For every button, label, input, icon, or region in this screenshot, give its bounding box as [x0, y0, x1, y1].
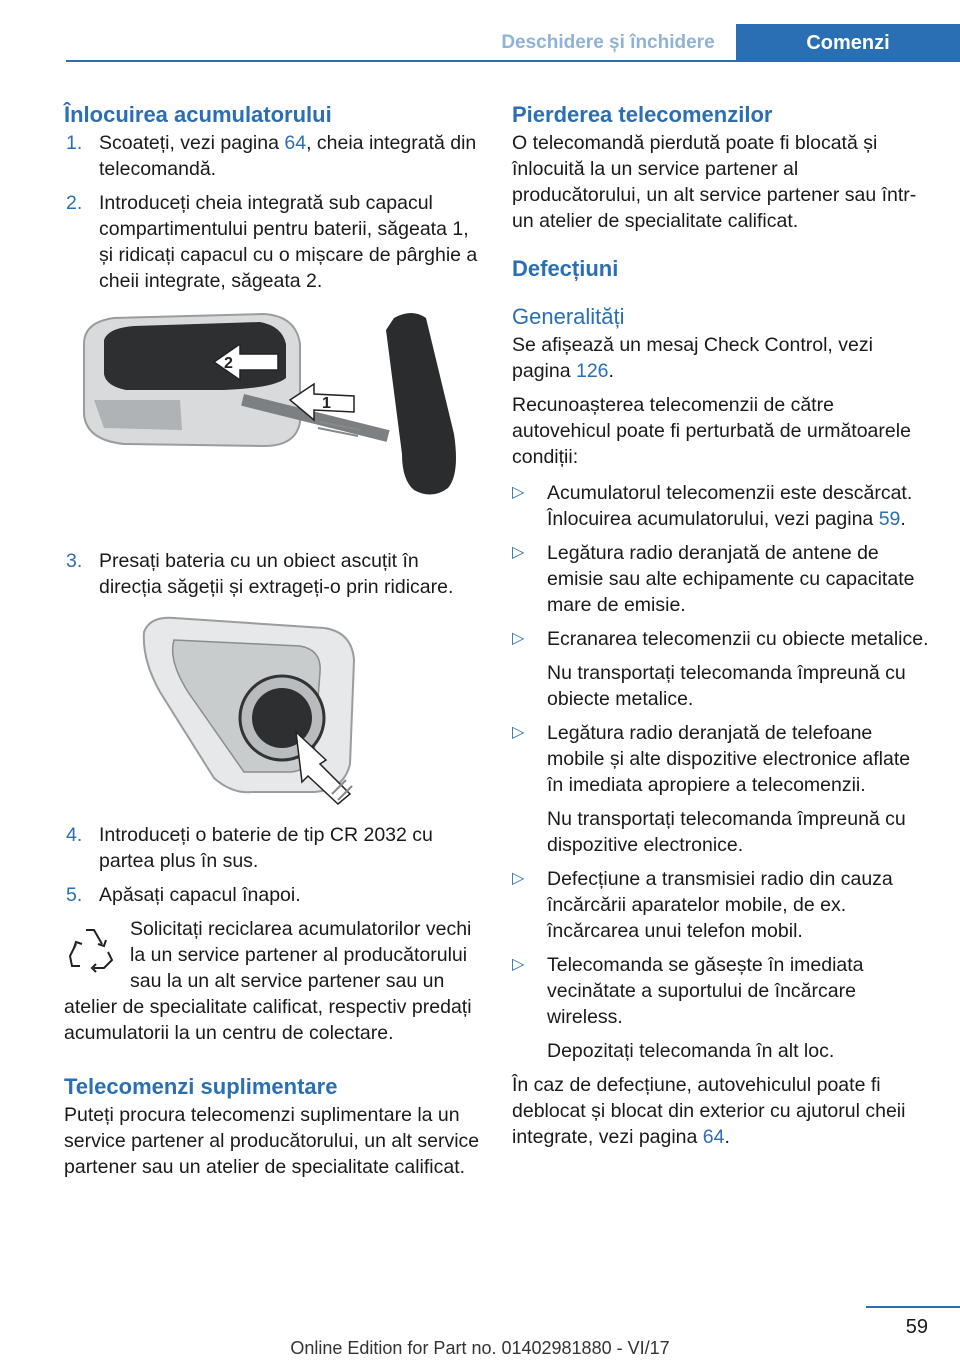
- step-number: 5.: [66, 884, 83, 906]
- page-header: [0, 0, 960, 62]
- recycle-text: Solicitați reciclarea acumulatorilor vechi la un service partener al producătorului sau la un alt service partener sau un atelier de specialitate calificat, respectiv predați acumulatorii la un centru de colectare.: [64, 918, 472, 1044]
- bullet-triangle-icon: ▷: [512, 544, 525, 561]
- step-text: Apăsați capacul înapoi.: [99, 884, 301, 906]
- recycle-icon: [64, 920, 120, 976]
- step-number: 3.: [66, 550, 83, 572]
- general-text-part: .: [608, 360, 614, 382]
- condition-item: [512, 480, 930, 532]
- step-5: [64, 882, 482, 908]
- lost-remotes-text: O telecomandă pierdută poate fi blocată și înlocuită la un service partener al producătorului, un alt service partener sau într-un atelier de specialitate calificat.: [512, 132, 917, 232]
- battery-compartment-illustration: [64, 608, 482, 822]
- closing-text: [512, 1072, 930, 1150]
- condition-text: Legătura radio deranjată de telefoane mobile și alte dispozitive electronice aflate în imediata apropiere a telecomenzii.: [547, 722, 911, 796]
- condition-note: Nu transportați telecomanda împreună cu obiecte metalice.: [547, 662, 906, 710]
- step-text: Presați bateria cu un obiect ascuțit în direcția săgeții și extrageți-o prin ridicare.: [99, 550, 454, 598]
- key-fob-drawing: [64, 304, 482, 548]
- header-rule: [66, 60, 960, 62]
- page-link-64[interactable]: 64: [702, 1126, 725, 1148]
- extra-remotes-text: Puteți procura telecomenzi suplimentare la un service partener al producătorului, un alt service partener sau un atelier de specialitate calificat.: [64, 1104, 480, 1178]
- step-number: 1.: [66, 132, 83, 154]
- condition-item: [512, 540, 930, 618]
- bullet-triangle-icon: ▷: [512, 956, 525, 973]
- step-1: [64, 130, 482, 182]
- heading-general: Generalități: [512, 304, 625, 329]
- condition-note: Depozitați telecomanda în alt loc.: [547, 1040, 835, 1062]
- page-number: 59: [905, 1316, 928, 1338]
- step-number: 2.: [66, 192, 83, 214]
- condition-text: Telecomanda se găsește în imediata vecinătate a suportului de încărcare wireless.: [547, 954, 864, 1028]
- heading-extra-remotes: Telecomenzi suplimentare: [64, 1074, 338, 1099]
- recognition-text: Recunoașterea telecomenzii de către autovehicul poate fi perturbată de următoarele condiții:: [512, 394, 911, 468]
- bullet-triangle-icon: ▷: [512, 724, 525, 741]
- condition-item: [512, 626, 930, 652]
- condition-subtext: Înlocuirea acumulatorului, vezi pagina: [547, 508, 879, 530]
- battery-compartment-drawing: [64, 608, 482, 822]
- right-column: [512, 100, 930, 1150]
- recycle-notice: [64, 916, 482, 1046]
- arrow-2-label: 2: [224, 355, 233, 372]
- arrow-1-label: 1: [322, 395, 331, 412]
- step-3: [64, 548, 482, 600]
- heading-faults: Defecțiuni: [512, 256, 619, 281]
- condition-text: Defecțiune a transmisiei radio din cauza încărcării aparatelor mobile, de ex. încărcarea unui telefon mobil.: [547, 868, 893, 942]
- closing-text-part: .: [724, 1126, 730, 1148]
- step-text: , cheia integrată din telecomandă.: [99, 132, 477, 180]
- heading-battery-replacement: Înlocuirea acumulatorului: [64, 102, 332, 127]
- footer-rule: [866, 1306, 960, 1308]
- general-text-part: Se afișează un mesaj Check Control, vezi pagina: [512, 334, 873, 382]
- bullet-triangle-icon: ▷: [512, 870, 525, 887]
- left-column: [64, 100, 482, 1180]
- condition-text: Ecranarea telecomenzii cu obiecte metalice.: [547, 628, 929, 650]
- condition-item: [512, 720, 930, 798]
- page-link-59[interactable]: 59: [878, 508, 901, 530]
- general-text: [512, 332, 930, 384]
- key-fob-illustration: [64, 304, 482, 548]
- step-2: [64, 190, 482, 294]
- page-link-126[interactable]: 126: [575, 360, 609, 382]
- condition-item: [512, 866, 930, 944]
- bullet-triangle-icon: ▷: [512, 630, 525, 647]
- section-tab[interactable]: Deschidere și închidere: [501, 32, 715, 53]
- page-link-64[interactable]: 64: [284, 132, 307, 154]
- step-text: Scoateți, vezi pagina: [99, 132, 285, 154]
- chapter-tab[interactable]: Comenzi: [736, 24, 960, 62]
- step-text: Introduceți o baterie de tip CR 2032 cu partea plus în sus.: [99, 824, 433, 872]
- edition-footer: Online Edition for Part no. 01402981880 - VI/17: [290, 1338, 670, 1358]
- bullet-triangle-icon: ▷: [512, 484, 525, 501]
- step-4: [64, 822, 482, 874]
- condition-text: Acumulatorul telecomenzii este descărcat.: [547, 482, 913, 504]
- condition-note: Nu transportați telecomanda împreună cu dispozitive electronice.: [547, 808, 906, 856]
- step-text: Introduceți cheia integrată sub capacul compartimentului pentru baterii, săgeata 1, și ridicați capacul cu o mișcare de pârghie a cheii integrate, săgeata 2.: [99, 192, 478, 292]
- condition-text: Legătura radio deranjată de antene de emisie sau alte echipamente cu capacitate mare de emisie.: [547, 542, 915, 616]
- closing-text-part: În caz de defecțiune, autovehiculul poate fi deblocat și blocat din exterior cu ajutorul cheii integrate, vezi pagina: [512, 1074, 906, 1148]
- condition-subtext: .: [900, 508, 906, 530]
- step-number: 4.: [66, 824, 83, 846]
- heading-lost-remotes: Pierderea telecomenzilor: [512, 102, 773, 127]
- condition-item: [512, 952, 930, 1030]
